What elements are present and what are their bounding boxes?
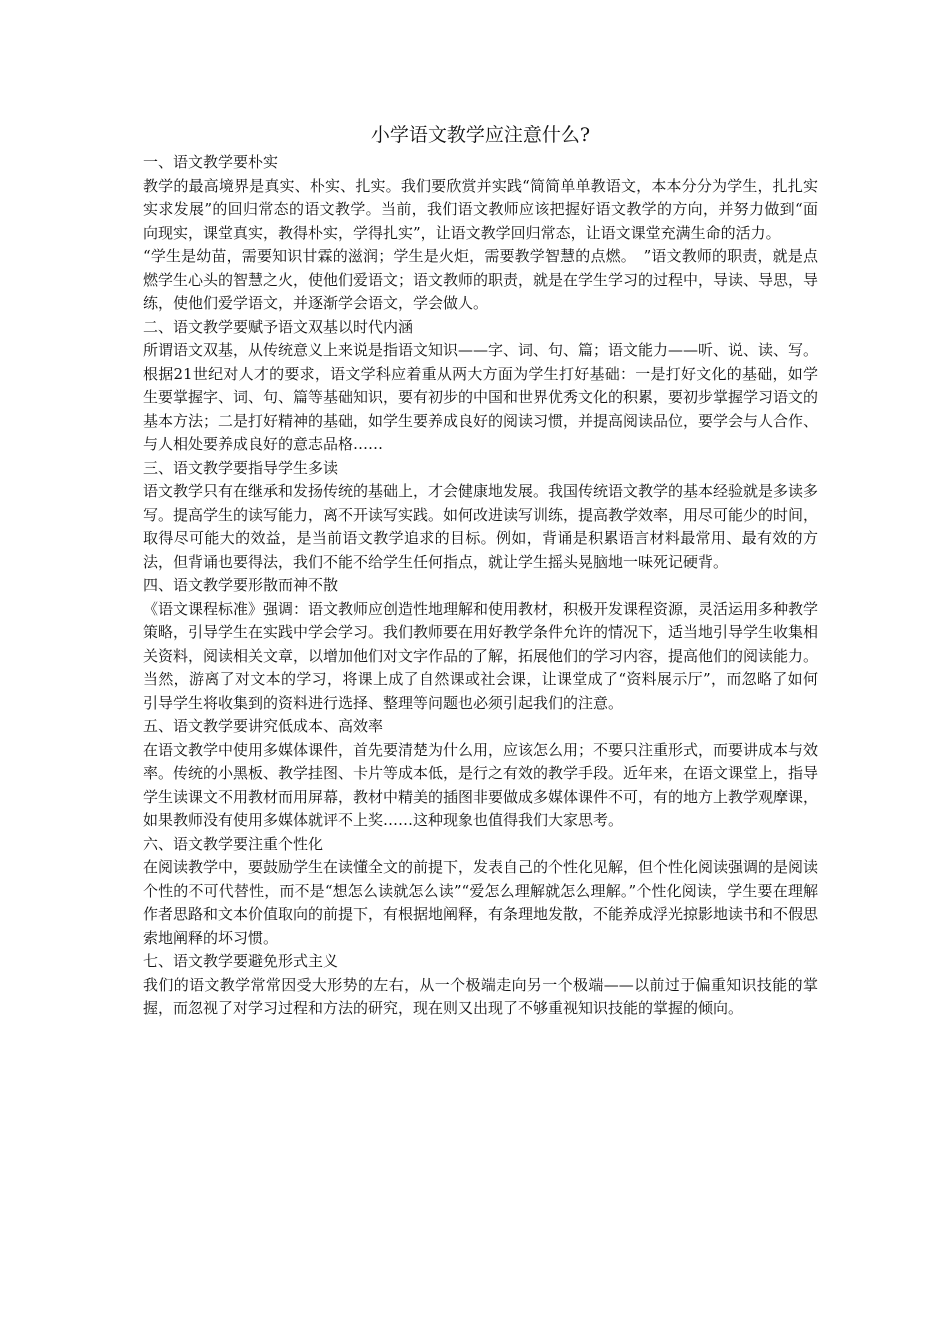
paragraph: 在阅读教学中，要鼓励学生在读懂全文的前提下，发表自己的个性化见解，但个性化阅读强调的是阅读个性的不可代替性，而不是“想怎么读就怎么读”“爱怎么理解就怎么理解。”个性化阅读，学生要在理解作者思路和文本价值取向的前提下，有根据地阐释，有条理地发散，不能养成浮光掠影地读书和不假思索地阐释的坏习惯。: [143, 858, 819, 947]
section-6: [143, 833, 818, 951]
section-heading: 五、语文教学要讲究低成本、高效率: [143, 717, 384, 735]
section-3: [143, 457, 818, 575]
paragraph: 所谓语文双基，从传统意义上来说是指语文知识——字、词、句、篇；语文能力——听、说、读、写。根据21世纪对人才的要求，语文学科应着重从两大方面为学生打好基础：一是打好文化的基础，如学生要掌握字、词、句、篇等基础知识，要有初步的中国和世界优秀文化的积累，要初步掌握学习语文的基本方法；二是打好精神的基础，如学生要养成良好的阅读习惯，并提高阅读品位，要学会与人合作、与人相处要养成良好的意志品格……: [143, 341, 819, 453]
paragraph: 在语文教学中使用多媒体课件，首先要清楚为什么用，应该怎么用；不要只注重形式，而要讲成本与效率。传统的小黑板、教学挂图、卡片等成本低，是行之有效的教学手段。近年来，在语文课堂上，指导学生读课文不用教材而用屏幕，教材中精美的插图非要做成多媒体课件不可，有的地方上教学观摩课，如果教师没有使用多媒体就评不上奖……这种现象也值得我们大家思考。: [143, 740, 819, 829]
section-7: [143, 950, 818, 1021]
section-heading: 一、语文教学要朴实: [143, 153, 279, 171]
document-page: [143, 121, 818, 1021]
section-heading: 四、语文教学要形散而神不散: [143, 576, 339, 594]
paragraph: 语文教学只有在继承和发扬传统的基础上，才会健康地发展。我国传统语文教学的基本经验就是多读多写。提高学生的读写能力，离不开读写实践。如何改进读写训练，提高教学效率，用尽可能少的时间，取得尽可能大的效益，是当前语文教学追求的目标。例如，背诵是积累语言材料最常用、最有效的方法，但背诵也要得法，我们不能不给学生任何指点，就让学生摇头晃脑地一味死记硬背。: [143, 482, 819, 571]
paragraph: 我们的语文教学常常因受大形势的左右，从一个极端走向另一个极端——以前过于偏重知识技能的掌握，而忽视了对学习过程和方法的研究，现在则又出现了不够重视知识技能的掌握的倾向。: [143, 975, 818, 1017]
paragraph: 《语文课程标准》强调：语文教师应创造性地理解和使用教材，积极开发课程资源，灵活运用多种教学策略，引导学生在实践中学会学习。我们教师要在用好教学条件允许的情况下，适当地引导学生收集相关资料，阅读相关文章，以增加他们对文字作品的了解，拓展他们的学习内容，提高他们的阅读能力。当然，游离了对文本的学习，将课上成了自然课或社会课，让课堂成了“资料展示厅”，而忽略了如何引导学生将收集到的资料进行选择、整理等问题也必须引起我们的注意。: [143, 599, 819, 712]
section-heading: 三、语文教学要指导学生多读: [143, 458, 339, 477]
paragraph: “学生是幼苗，需要知识甘霖的滋润；学生是火炬，需要教学智慧的点燃。 ”语文教师的职责，就是点燃学生心头的智慧之火，使他们爱语文；语文教师的职责，就是在学生学习的过程中，导读、导思，导练，使他们爱学语文，并逐渐学会语文，学会做人。: [143, 247, 819, 312]
section-heading: 二、语文教学要赋予语文双基以时代内涵: [143, 317, 414, 336]
section-4: [143, 574, 818, 715]
section-1: [143, 151, 818, 316]
section-2: [143, 316, 818, 457]
paragraph: 教学的最高境界是真实、朴实、扎实。我们要欣赏并实践“简简单单教语文，本本分分为学生，扎扎实实求发展”的回归常态的语文教学。当前，我们语文教师应该把握好语文教学的方向，并努力做到“面向现实，课堂真实，教得朴实，学得扎实”，让语文教学回归常态，让语文课堂充满生命的活力。: [143, 176, 818, 242]
section-5: [143, 715, 818, 833]
section-heading: 六、语文教学要注重个性化: [143, 834, 324, 853]
document-title: 小学语文教学应注意什么?: [370, 124, 591, 146]
section-heading: 七、语文教学要避免形式主义: [143, 952, 339, 970]
